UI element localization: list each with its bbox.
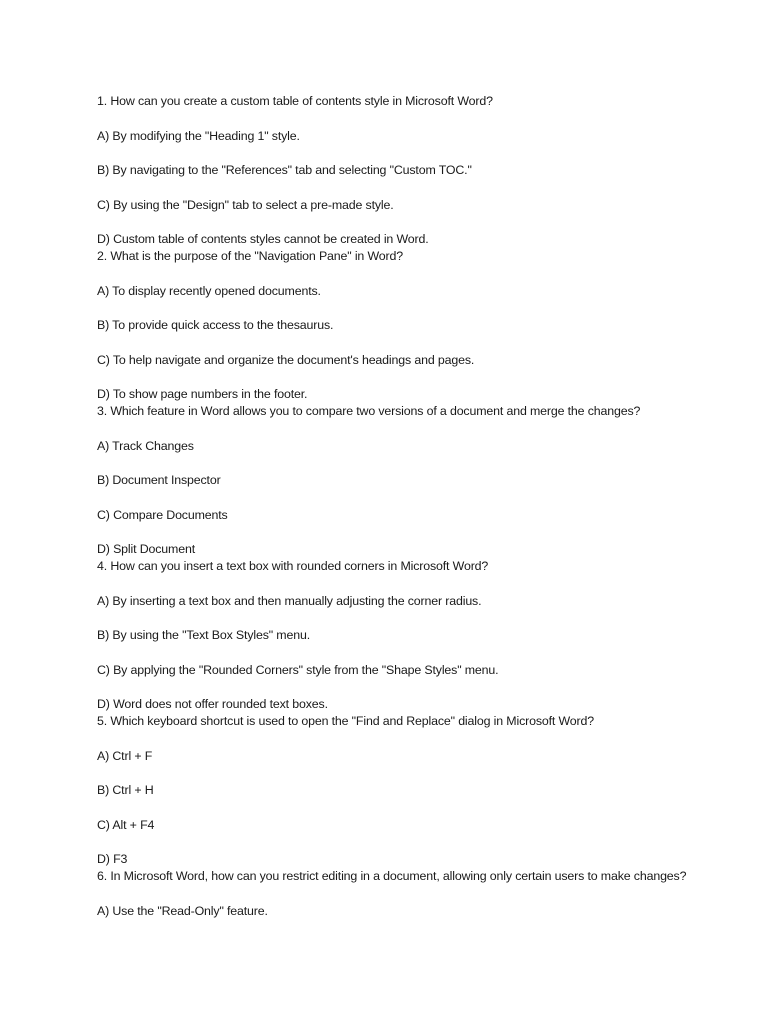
question-block-2 bbox=[97, 248, 757, 403]
answer-option-a: A) By modifying the "Heading 1" style. bbox=[97, 128, 300, 143]
answer-option-b: B) By navigating to the "References" tab and selecting "Custom TOC." bbox=[97, 163, 472, 177]
quiz-content bbox=[97, 93, 757, 920]
answer-option-a: A) By inserting a text box and then manually adjusting the corner radius. bbox=[97, 593, 482, 608]
answer-option-c: C) To help navigate and organize the document's headings and pages. bbox=[97, 352, 475, 367]
answer-option-b: B) By using the "Text Box Styles" menu. bbox=[97, 628, 310, 642]
question-block-5 bbox=[97, 713, 757, 868]
question-block-3 bbox=[97, 403, 757, 558]
answer-option-c: C) Compare Documents bbox=[97, 507, 228, 522]
question-text: 6. In Microsoft Word, how can you restrict editing in a document, allowing only certain users to make changes? bbox=[97, 869, 687, 883]
answer-option-b: B) To provide quick access to the thesaurus. bbox=[97, 318, 334, 332]
answer-option-b: B) Ctrl + H bbox=[97, 783, 154, 797]
answer-option-d: D) Custom table of contents styles cannot be created in Word. bbox=[97, 232, 429, 246]
answer-option-c: C) By applying the "Rounded Corners" style from the "Shape Styles" menu. bbox=[97, 662, 499, 677]
answer-option-a: A) To display recently opened documents. bbox=[97, 283, 321, 298]
question-block-6 bbox=[97, 868, 757, 920]
answer-option-c: C) Alt + F4 bbox=[97, 817, 155, 832]
answer-option-a: A) Track Changes bbox=[97, 438, 194, 453]
answer-option-c: C) By using the "Design" tab to select a pre-made style. bbox=[97, 197, 394, 212]
question-block-1 bbox=[97, 93, 757, 248]
question-text: 5. Which keyboard shortcut is used to open the "Find and Replace" dialog in Microsoft Word? bbox=[97, 714, 595, 728]
answer-option-d: D) F3 bbox=[97, 852, 128, 866]
question-text: 1. How can you create a custom table of contents style in Microsoft Word? bbox=[97, 94, 493, 108]
question-block-4 bbox=[97, 558, 757, 713]
answer-option-a: A) Ctrl + F bbox=[97, 748, 153, 763]
answer-option-b: B) Document Inspector bbox=[97, 473, 221, 487]
answer-option-d: D) Word does not offer rounded text boxes. bbox=[97, 697, 328, 711]
question-text: 4. How can you insert a text box with rounded corners in Microsoft Word? bbox=[97, 559, 489, 573]
question-text: 3. Which feature in Word allows you to compare two versions of a document and merge the changes? bbox=[97, 404, 641, 418]
answer-option-a: A) Use the "Read-Only" feature. bbox=[97, 903, 268, 918]
answer-option-d: D) Split Document bbox=[97, 542, 195, 556]
question-text: 2. What is the purpose of the "Navigation Pane" in Word? bbox=[97, 249, 403, 263]
answer-option-d: D) To show page numbers in the footer. bbox=[97, 387, 308, 401]
